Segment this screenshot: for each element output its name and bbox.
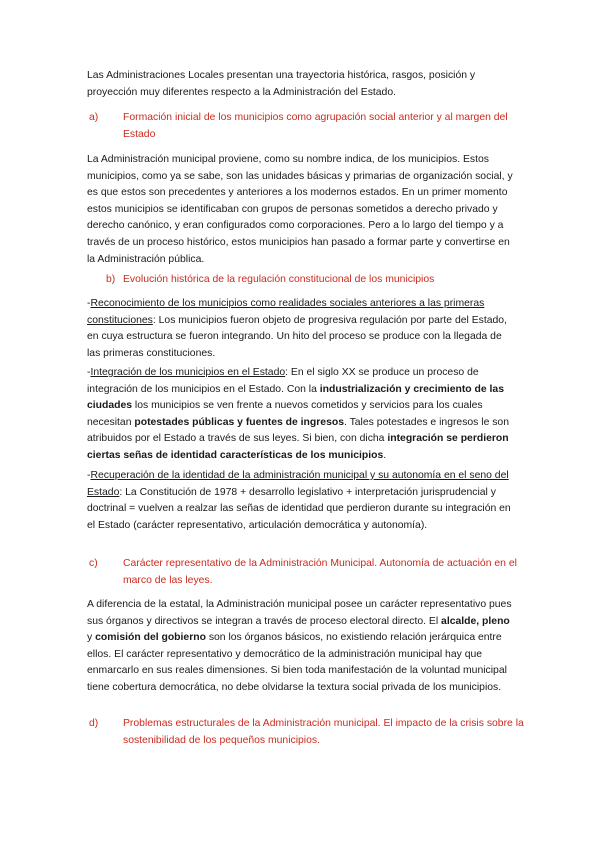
bold-text: alcalde, pleno: [441, 615, 510, 627]
paragraph-text: los municipios se ven frente a nuevos cometidos y servicios para los cuales necesitan: [87, 400, 483, 428]
section-c-marker: c): [89, 558, 98, 569]
bold-text: potestades públicas y fuentes de ingresos: [134, 416, 344, 428]
section-d-marker: d): [89, 718, 99, 729]
section-d-heading: [89, 716, 535, 749]
paragraph-text: : La Constitución de 1978 + desarrollo legislativo + interpretación jurisprudencial y doctrinal = vuelven a realzar las señas de identidad que perdieron durante su integración en el Estado (carácter representativo, articulación democrática y autonomía).: [87, 486, 511, 531]
section-c-body: [87, 597, 517, 697]
section-c-heading: [89, 556, 535, 589]
section-b-marker: b): [106, 274, 116, 285]
dash: -: [87, 298, 91, 309]
section-c-title: Carácter representativo de la Administración Municipal. Autonomía de actuación en el marco de las leyes.: [123, 558, 517, 586]
paragraph-text: A diferencia de la estatal, la Administración municipal posee un carácter representativo pues sus órganos y directivos se integran a través de proceso electoral directo. El: [87, 599, 512, 627]
section-b-paragraph-1: [87, 296, 517, 362]
section-a-marker: a): [89, 112, 99, 123]
intro-paragraph: Las Administraciones Locales presentan una trayectoria histórica, rasgos, posición y proyección muy diferentes respecto a la Administración del Estado.: [87, 70, 476, 98]
paragraph-text: : Los municipios fueron objeto de progresiva regulación por parte del Estado, en cuya estructura se fueron integrando. Un hito del proceso se produce con la llegada de las primeras constituciones.: [87, 314, 507, 359]
subheading-integracion: Integración de los municipios en el Estado: [90, 367, 286, 378]
subheading-recuperacion: Recuperación de la identidad de la administración municipal y su autonomía en el seno del Estado: [87, 470, 509, 498]
subheading-reconocimiento: Reconocimiento de los municipios como realidades sociales anteriores a las primeras constituciones: [87, 298, 485, 326]
dash: -: [87, 367, 91, 378]
bold-text: comisión del gobierno: [95, 632, 206, 644]
paragraph-text: son los órganos básicos, no existiendo relación jerárquica entre ellos. El carácter representativo y democrático de la administración municipal hay que enmarcarlo en sus reales dimensiones. Si bien toda manifestación de la voluntad municipal tiene cobertura democrática, no debe olvidarse la textura social privada de los municipios.: [87, 632, 507, 693]
bold-text: integración se perdieron ciertas señas de identidad características de los municipios: [87, 433, 509, 461]
dash: -: [87, 470, 91, 481]
paragraph-text: : En el siglo XX se produce un proceso de integración de los municipios en el Estado. Con la: [87, 367, 479, 395]
section-b-title: Evolución histórica de la regulación constitucional de los municipios: [123, 274, 435, 285]
paragraph-text: .: [383, 449, 387, 461]
bold-text: industrialización y crecimiento de las ciudades: [87, 383, 504, 412]
section-b-paragraph-3: [87, 468, 517, 534]
section-a-heading: [89, 110, 535, 143]
section-d-title: Problemas estructurales de la Administración municipal. El impacto de la crisis sobre la sostenibilidad de los pequeños municipios.: [123, 718, 524, 746]
paragraph-text: y: [87, 632, 96, 644]
section-a-body: La Administración municipal proviene, como su nombre indica, de los municipios. Estos municipios, como ya se sabe, son las unidades básicas y primarias de organización social, y es que estos son precedentes y anteriores a los modernos estados. En un primer momento estos municipios se identificaban con grupos de personas sometidos a derecho privado y derecho canónico, y eran configurados como corporaciones. Pero a lo largo del tiempo y a través de un proceso histórico, estos municipios han pasado a formar parte y convertirse en la Administración pública.: [87, 154, 513, 265]
paragraph-text: . Tales potestades e ingresos le son atribuidos por el Estado a través de sus leyes. Si bien, con dicha: [87, 416, 509, 445]
section-a-title: Formación inicial de los municipios como agrupación social anterior y al margen del Estado: [123, 112, 508, 140]
section-b-heading: [106, 272, 518, 289]
section-b-paragraph-2: [87, 365, 517, 465]
